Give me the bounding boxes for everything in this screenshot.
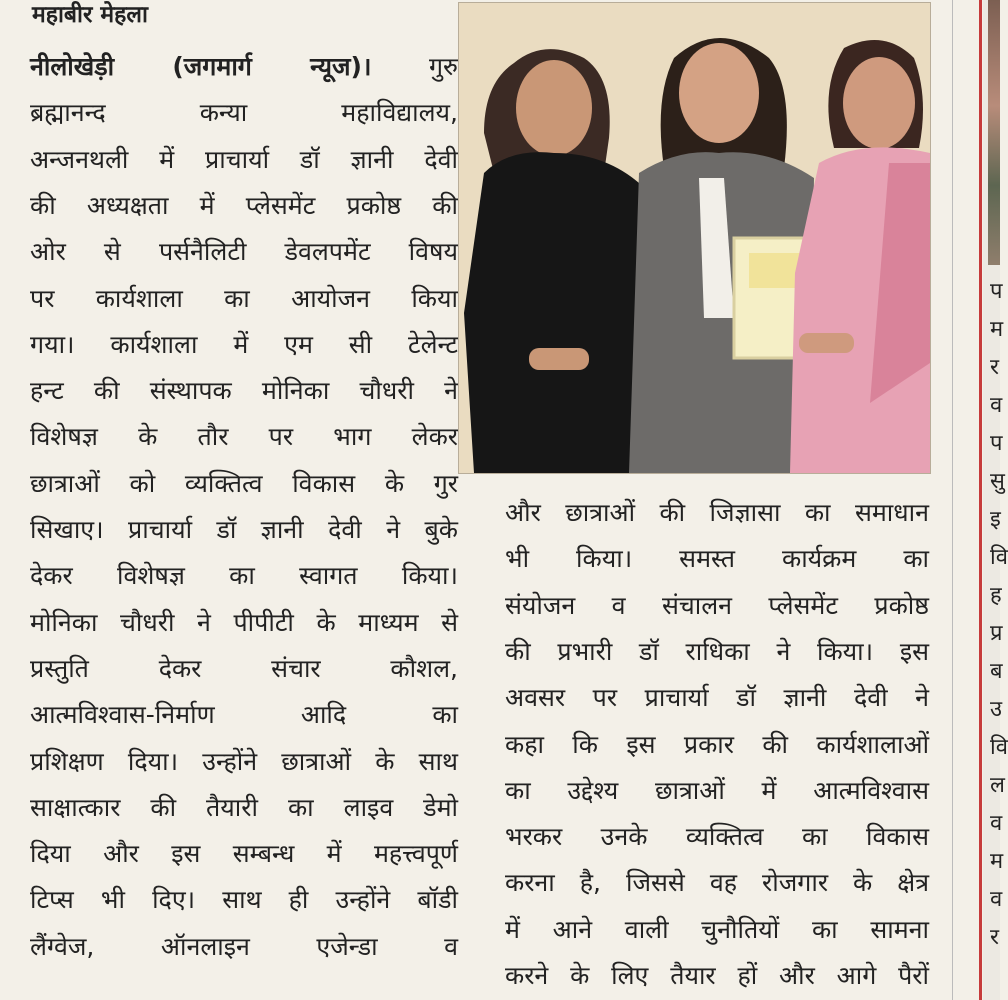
adjacent-article-char: ब: [990, 659, 1003, 684]
adjacent-article-char: व: [990, 887, 1003, 912]
adjacent-article-char: ह: [990, 583, 1002, 608]
adjacent-article-char: सु: [990, 469, 1005, 494]
article-line: की अध्यक्षता में प्लेसमेंट प्रकोष्ठ की: [30, 190, 458, 220]
article-text: गुरु: [371, 52, 458, 81]
article-line: प्रस्तुति देकर संचार कौशल,: [30, 653, 458, 683]
adjacent-article-char: प: [990, 431, 1003, 456]
adjacent-article-char: प: [990, 279, 1003, 304]
adjacent-article-char: प्र: [990, 621, 1003, 646]
article-line: गया। कार्यशाला में एम सी टेलेन्ट: [30, 329, 458, 359]
adjacent-article-char: वि: [990, 735, 1008, 760]
article-line: [30, 44, 458, 90]
adjacent-article-char: व: [990, 811, 1003, 836]
red-column-rule: [979, 0, 982, 1000]
article-line: टिप्स भी दिए। साथ ही उन्होंने बॉडी: [30, 885, 458, 915]
adjacent-article-char: र: [990, 925, 999, 950]
article-line: ओर से पर्सनैलिटी डेवलपमेंट विषय: [30, 237, 458, 267]
article-line: अन्जनथली में प्राचार्या डॉ ज्ञानी देवी: [30, 144, 458, 174]
article-line: साक्षात्कार की तैयारी का लाइव डेमो: [30, 792, 458, 822]
article-line: मोनिका चौधरी ने पीपीटी के माध्यम से: [30, 607, 458, 637]
news-photo: [458, 2, 931, 474]
article-line: विशेषज्ञ के तौर पर भाग लेकर: [30, 422, 458, 452]
article-line: दिया और इस सम्बन्ध में महत्त्वपूर्ण: [30, 839, 458, 869]
article-line: अवसर पर प्राचार्या डॉ ज्ञानी देवी ने: [505, 683, 929, 713]
adjacent-article-char: व: [990, 393, 1003, 418]
article-line: करने के लिए तैयार हों और आगे पैरों: [505, 961, 929, 990]
dateline: नीलोखेड़ी (जगमार्ग न्यूज)।: [30, 52, 372, 81]
article-line: की प्रभारी डॉ राधिका ने किया। इस: [505, 636, 929, 666]
article-line: में आने वाली चुनौतियों का सामना: [505, 914, 929, 944]
article-line: सिखाए। प्राचार्या डॉ ज्ञानी देवी ने बुके: [30, 515, 458, 544]
article-line: का उद्देश्य छात्राओं में आत्मविश्वास: [505, 775, 929, 805]
adjacent-article-photo: [988, 0, 1000, 265]
article-line: करना है, जिससे वह रोजगार के क्षेत्र: [505, 868, 929, 898]
article-line: भी किया। समस्त कार्यक्रम का: [505, 544, 929, 574]
article-line: लैंग्वेज, ऑनलाइन एजेन्डा व: [30, 931, 458, 961]
column-divider: [952, 0, 953, 1000]
adjacent-article-char: उ: [990, 697, 1003, 722]
article-line: आत्मविश्वास-निर्माण आदि का: [30, 700, 458, 730]
article-line: संयोजन व संचालन प्लेसमेंट प्रकोष्ठ: [505, 590, 929, 620]
article-line: कहा कि इस प्रकार की कार्यशालाओं: [505, 729, 929, 759]
article-line: देकर विशेषज्ञ का स्वागत किया।: [30, 561, 458, 591]
article-line: पर कार्यशाला का आयोजन किया: [30, 283, 458, 313]
adjacent-article-char: म: [990, 849, 1004, 874]
news-photo-illustration: [459, 3, 930, 473]
adjacent-article-char: इ: [990, 507, 1001, 532]
article-line: छात्राओं को व्यक्तित्व विकास के गुर: [30, 468, 458, 498]
adjacent-article-char: ल: [990, 773, 1005, 798]
adjacent-article-char: वि: [990, 545, 1008, 570]
article-line: प्रशिक्षण दिया। उन्होंने छात्राओं के साथ: [30, 746, 458, 776]
adjacent-article-char: र: [990, 355, 999, 380]
article-line: हन्ट की संस्थापक मोनिका चौधरी ने: [30, 376, 458, 406]
article-line: भरकर उनके व्यक्तित्व का विकास: [505, 822, 929, 852]
adjacent-article-char: म: [990, 317, 1004, 342]
article-line: और छात्राओं की जिज्ञासा का समाधान: [505, 498, 929, 527]
article-line: ब्रह्मानन्द कन्या महाविद्यालय,: [30, 98, 458, 128]
headline: महाबीर मेहला: [32, 2, 148, 28]
